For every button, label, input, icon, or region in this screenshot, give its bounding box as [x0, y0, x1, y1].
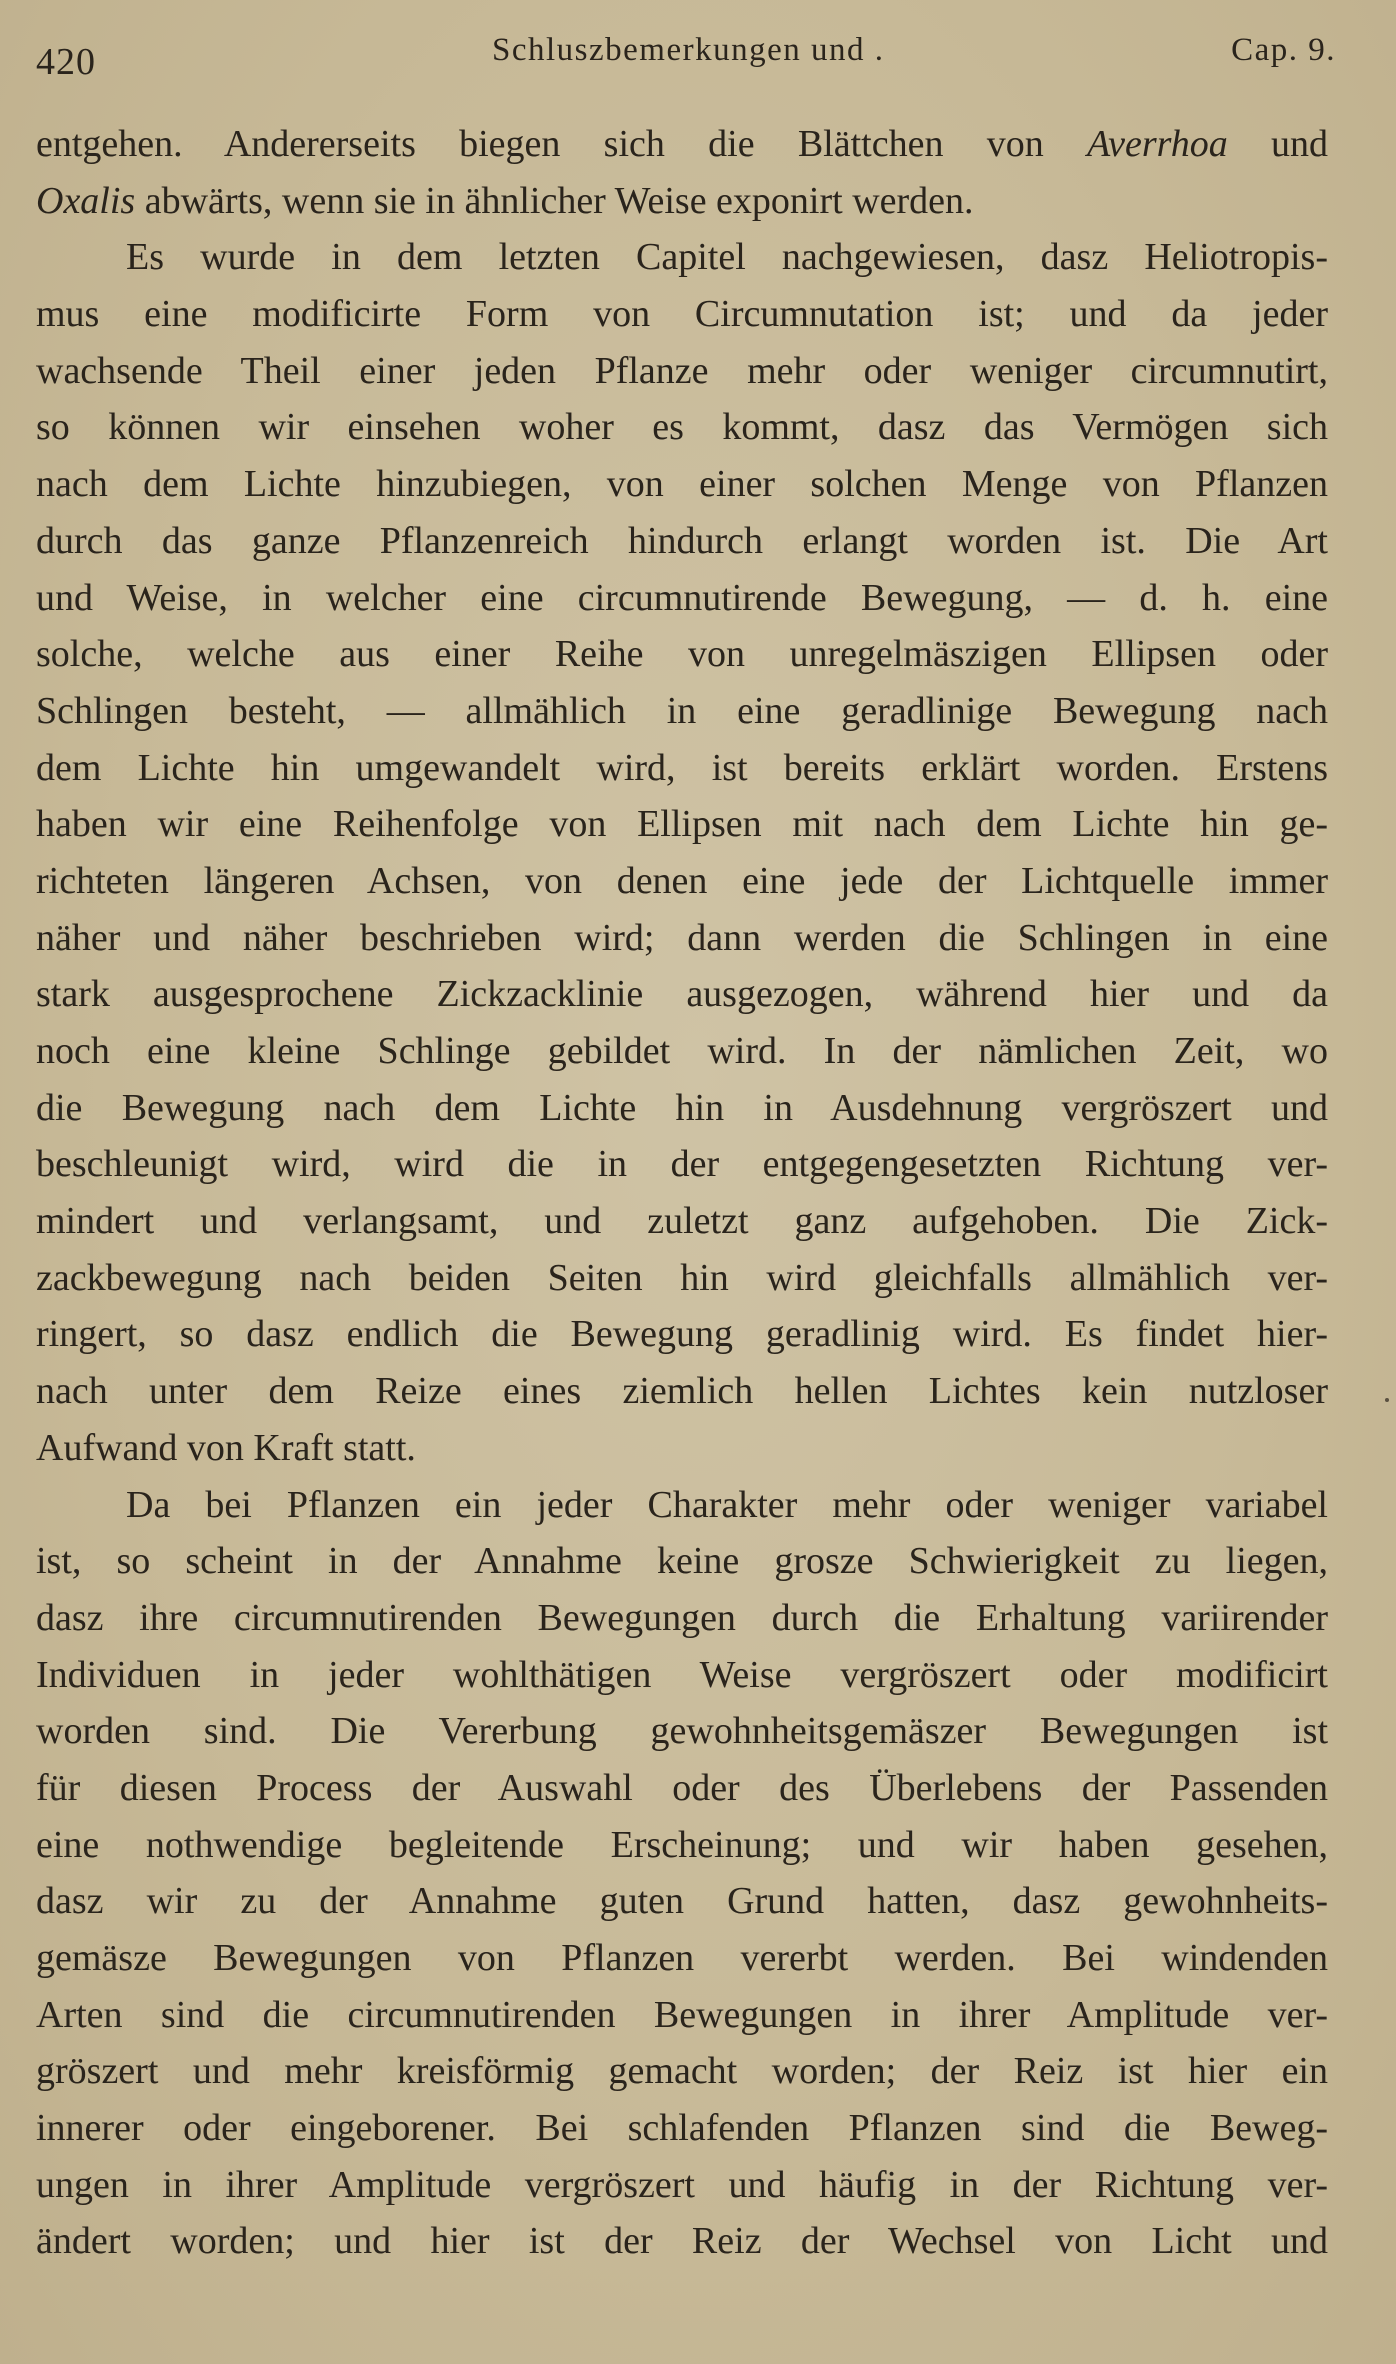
italic-text-segment: Oxalis — [36, 179, 136, 222]
text-line — [36, 1250, 1328, 1307]
text-segment: und — [1227, 123, 1328, 165]
text-line — [36, 2213, 1328, 2270]
text-segment: durch das ganze Pflanzenreich hindurch erlangt worden ist. Die Art — [36, 519, 1328, 562]
text-line — [36, 1306, 1328, 1363]
text-line — [36, 1703, 1328, 1760]
text-line — [36, 1647, 1328, 1704]
running-title: Schluszbemerkungen und . — [492, 32, 885, 68]
text-segment: zackbewegung nach beiden Seiten hin wird gleichfalls allmählich ver- — [36, 1256, 1328, 1299]
text-segment: mus eine modificirte Form von Circumnutation ist; und da jeder — [36, 293, 1328, 336]
text-segment: richteten längeren Achsen, von denen eine jede der Lichtquelle immer — [36, 859, 1328, 902]
text-line — [36, 2157, 1328, 2214]
body-text — [36, 116, 1328, 2270]
text-line — [36, 399, 1328, 456]
text-line — [36, 1987, 1328, 2044]
text-segment: ungen in ihrer Amplitude vergröszert und häufig in der Richtung ver- — [36, 2163, 1328, 2206]
text-segment: dasz wir zu der Annahme guten Grund hatten, dasz gewohnheits- — [36, 1880, 1328, 1923]
text-segment: beschleunigt wird, wird die in der entgegengesetzten Richtung ver- — [36, 1143, 1328, 1186]
text-segment: Da bei Pflanzen ein jeder Charakter mehr oder weniger variabel — [126, 1483, 1328, 1526]
text-segment: für diesen Process der Auswahl oder des Überlebens der Passenden — [36, 1766, 1328, 1809]
text-segment: so können wir einsehen woher es kommt, dasz das Vermögen sich — [36, 406, 1328, 449]
chapter-label: Cap. 9. — [1231, 32, 1336, 68]
text-segment: solche, welche aus einer Reihe von unregelmäszigen Ellipsen oder — [36, 633, 1328, 676]
text-line — [36, 1080, 1328, 1137]
text-line — [36, 1477, 1328, 1534]
text-segment: ist, so scheint in der Annahme keine grosze Schwierigkeit zu liegen, — [36, 1540, 1328, 1583]
text-line — [36, 1193, 1328, 1250]
text-line — [36, 1760, 1328, 1817]
text-segment: mindert und verlangsamt, und zuletzt ganz aufgehoben. Die Zick- — [36, 1200, 1328, 1243]
text-segment: abwärts, wenn sie in ähnlicher Weise exponirt werden. — [135, 179, 974, 222]
text-line — [36, 1136, 1328, 1193]
text-line — [36, 1590, 1328, 1647]
text-segment: Aufwand von Kraft statt. — [36, 1426, 416, 1469]
text-line — [36, 853, 1328, 910]
text-segment: dasz ihre circumnutirenden Bewegungen durch die Erhaltung variirender — [36, 1596, 1328, 1639]
text-segment: die Bewegung nach dem Lichte hin in Ausdehnung vergröszert und — [36, 1086, 1328, 1129]
text-segment: innerer oder eingeborener. Bei schlafenden Pflanzen sind die Beweg- — [36, 2107, 1328, 2150]
text-line — [36, 173, 1328, 230]
text-segment: nach unter dem Reize eines ziemlich hellen Lichtes kein nutzloser — [36, 1370, 1328, 1413]
page-header — [36, 30, 1336, 90]
text-segment: entgehen. Andererseits biegen sich die Blättchen von — [36, 123, 1087, 165]
text-line — [36, 343, 1328, 400]
text-segment: haben wir eine Reihenfolge von Ellipsen mit nach dem Lichte hin ge- — [36, 803, 1328, 846]
text-line — [36, 2100, 1328, 2157]
text-segment: Es wurde in dem letzten Capitel nachgewiesen, dasz Heliotropis- — [126, 236, 1328, 279]
text-line — [36, 966, 1328, 1023]
text-segment: dem Lichte hin umgewandelt wird, ist bereits erklärt worden. Erstens — [36, 746, 1328, 789]
text-line — [36, 796, 1328, 853]
text-line — [36, 910, 1328, 967]
paper-speck — [1385, 1398, 1389, 1402]
text-line — [36, 456, 1328, 513]
text-line — [36, 570, 1328, 627]
text-segment: gröszert und mehr kreisförmig gemacht worden; der Reiz ist hier ein — [36, 2050, 1328, 2093]
text-segment: Schlingen besteht, — allmählich in eine geradlinige Bewegung nach — [36, 689, 1328, 732]
text-segment: ändert worden; und hier ist der Reiz der Wechsel von Licht und — [36, 2220, 1328, 2263]
text-segment: noch eine kleine Schlinge gebildet wird. In der nämlichen Zeit, wo — [36, 1030, 1328, 1072]
text-line — [36, 1817, 1328, 1874]
text-segment: Individuen in jeder wohlthätigen Weise vergröszert oder modificirt — [36, 1653, 1328, 1696]
text-line — [36, 1533, 1328, 1590]
text-segment: stark ausgesprochene Zickzacklinie ausgezogen, während hier und da — [36, 973, 1328, 1016]
text-segment: gemäsze Bewegungen von Pflanzen vererbt werden. Bei windenden — [36, 1937, 1328, 1979]
text-segment: näher und näher beschrieben wird; dann werden die Schlingen in eine — [36, 916, 1328, 959]
text-segment: nach dem Lichte hinzubiegen, von einer solchen Menge von Pflanzen — [36, 463, 1328, 506]
text-line — [36, 116, 1328, 173]
text-segment: Arten sind die circumnutirenden Bewegungen in ihrer Amplitude ver- — [36, 1993, 1328, 2036]
text-line — [36, 1873, 1328, 1930]
text-line — [36, 1023, 1328, 1080]
text-segment: worden sind. Die Vererbung gewohnheitsgemäszer Bewegungen ist — [36, 1710, 1328, 1753]
text-segment: eine nothwendige begleitende Erscheinung; und wir haben gesehen, — [36, 1823, 1328, 1866]
text-segment: ringert, so dasz endlich die Bewegung geradlinig wird. Es findet hier- — [36, 1313, 1328, 1356]
page-number: 420 — [36, 41, 96, 83]
text-line — [36, 229, 1328, 286]
text-line — [36, 2043, 1328, 2100]
text-line — [36, 286, 1328, 343]
text-line — [36, 1420, 1328, 1477]
text-line — [36, 1363, 1328, 1420]
text-segment: und Weise, in welcher eine circumnutirende Bewegung, — d. h. eine — [36, 576, 1328, 619]
text-line — [36, 513, 1328, 570]
italic-text-segment: Averrhoa — [1086, 123, 1228, 165]
text-segment: wachsende Theil einer jeden Pflanze mehr oder weniger circumnutirt, — [36, 349, 1328, 392]
text-line — [36, 740, 1328, 797]
text-line — [36, 1930, 1328, 1987]
text-line — [36, 683, 1328, 740]
text-line — [36, 626, 1328, 683]
